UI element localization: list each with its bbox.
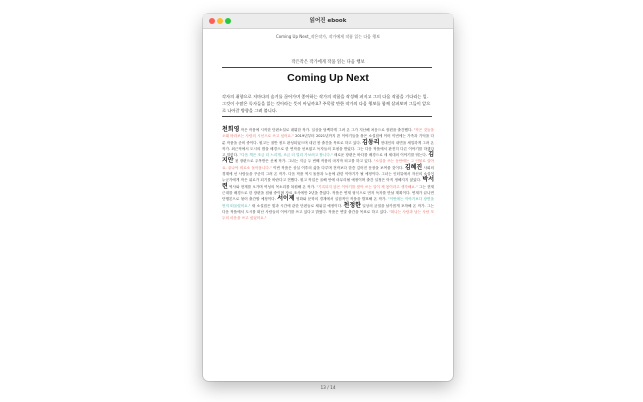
title-bar[interactable]: [203, 14, 453, 29]
reader-page[interactable]: [203, 29, 453, 391]
section-label: 작은작은 작가에게 작품 읽는 다음 행보: [291, 60, 365, 65]
body-text: 영화와 문학의 경계에서 실험적인 작품을 발표해 온 작가.: [294, 197, 388, 202]
bottom-divider: [222, 116, 432, 117]
body-text: 이번 작품은 상실 이후의 삶을 다루며 전작보다 한층 깊어진 문장을 보여줄 것이다.: [271, 165, 405, 170]
author-name: 김지안: [222, 151, 434, 165]
body-text: 현대인의 내면을 세밀하게 그려 온 작가. 최근작에서 도시의 밤을 배경으로 한 연작을 선보였고 독자들의 호평을 받았다. 그는 다음 작품에서 완전히 다른 이야기를 하겠다고 말한다.: [222, 140, 434, 158]
highlighted-quote[interactable]: "다음 책은 조금 더 느리게, 조금 더 멀리 가보려고 합니다.": [239, 153, 333, 158]
author-name: 김동리: [362, 138, 380, 146]
intro-paragraph: 각자의 취향으로 저마다의 숨겨를 끊어가며 좋아하는 작가의 작품을 작성해 펴지고 그의 다음 작품을 기다리는 일. 그것이 수많은 독자들을 읽는 것이라는 뜻이 아닐까요? 주목할 만한 작가의 다음 행보를 함께 살펴보며 그들이 앞으로 나아갈 방향을 그려 봅니다.: [222, 94, 431, 113]
top-divider: [222, 67, 432, 68]
author-name: 서이제: [277, 195, 295, 203]
body-text: 일상의 균열을 날카롭게 포착해 온 작가. 그는 다음 작품에서 도시를 떠난 사람들의 이야기를 쓰고 있다고 밝혔다. 작품은 연말 출간을 목표로 하고 있다.: [222, 203, 434, 214]
body-text: 새로운 장편은 바다를 배경으로 세 세대의 이야기를 엮는다.: [332, 153, 429, 158]
author-name: 박서련: [222, 176, 434, 190]
highlighted-quote[interactable]: "작은 것들을 오래 바라보는 사람의 시선으로 쓰고 싶어요.": [222, 128, 435, 139]
chapter-heading: Coming Up Next: [287, 72, 369, 84]
page-indicator: 13 / 14: [320, 386, 336, 391]
highlighted-quote[interactable]: "떠나는 사람과 남는 사람 모두의 마음을 쓰고 싶었어요.": [222, 209, 434, 221]
body-text: 그는 현재 근대를 배경으로 한 장편을 집필 중이며 자료 조사에만 2년을 쏟았다. 작품은 연재 형식으로 먼저 독자를 만날 계획이다. 연재가 끝나면 단행본으로 묶어 출간할 예정이다.: [222, 184, 435, 202]
body-text: 2019년부터 2021년까지 쓴 이야기들을 묶은 소설집에 이어 이번에는 가족과 기억을 다룬 작품을 준비 중이다. 원고는 절반 정도 완성되었으며 내년 봄 출간을 목표로 하고 있다.: [222, 134, 434, 145]
highlighted-quote[interactable]: "기록되지 않은 이야기를 찾아 쓰는 일이 제 몫이라고 생각해요.": [316, 184, 418, 189]
body-text: 첫 장편으로 주목받은 신예 작가. 그녀는 지금 두 번째 작품의 마지막 퇴고를 하고 있다.: [233, 159, 374, 164]
window-title: 읽어진 ebook: [309, 18, 347, 24]
highlighted-quote[interactable]: "소설을 쓰는 동안에는 그 인물로 살아요. 끝나야 비로소 돌아옵니다.": [222, 159, 435, 170]
body-text: 사회의 경계에 선 사람들을 꾸준히 그려 온 작가. 다음 작품 역시 돌봄과 노동에 관한 이야기가 될 예정이다. 그녀는 인터뷰에서 자신의 소설이 누군가에게 작은 위로가 되기를 바란다고 전했다. 원고 작업은 올해 안에 마무리될 예정이며 출간 일정은 아직 정해지지 않았다.: [222, 165, 434, 183]
article-body: [222, 127, 434, 377]
author-name: 김혜진: [404, 163, 423, 171]
body-text: 새 소설집은 빛과 시간에 관한 단편들로 채워질 예정이다.: [250, 203, 344, 208]
ebook-window: [203, 14, 453, 391]
author-name: 천정한: [343, 201, 361, 209]
running-head: Coming Up Next_작은작가, 작가에게 작품 읽는 다음 행보: [275, 34, 381, 39]
highlighted-quote[interactable]: "이번에는 이야기보다 장면을 먼저 떠올렸어요.": [222, 197, 434, 208]
author-name: 천희영: [222, 126, 240, 133]
body-text: 역사와 현재를 오가며 여성의 목소리를 복원해 온 작가.: [227, 184, 317, 189]
body-text: 작은 작품에 시작한 단편소설로 데뷔한 작가. 일상을 담백하게 그려 온 그가 지난해 처음으로 장편을 출간했다.: [239, 128, 414, 132]
